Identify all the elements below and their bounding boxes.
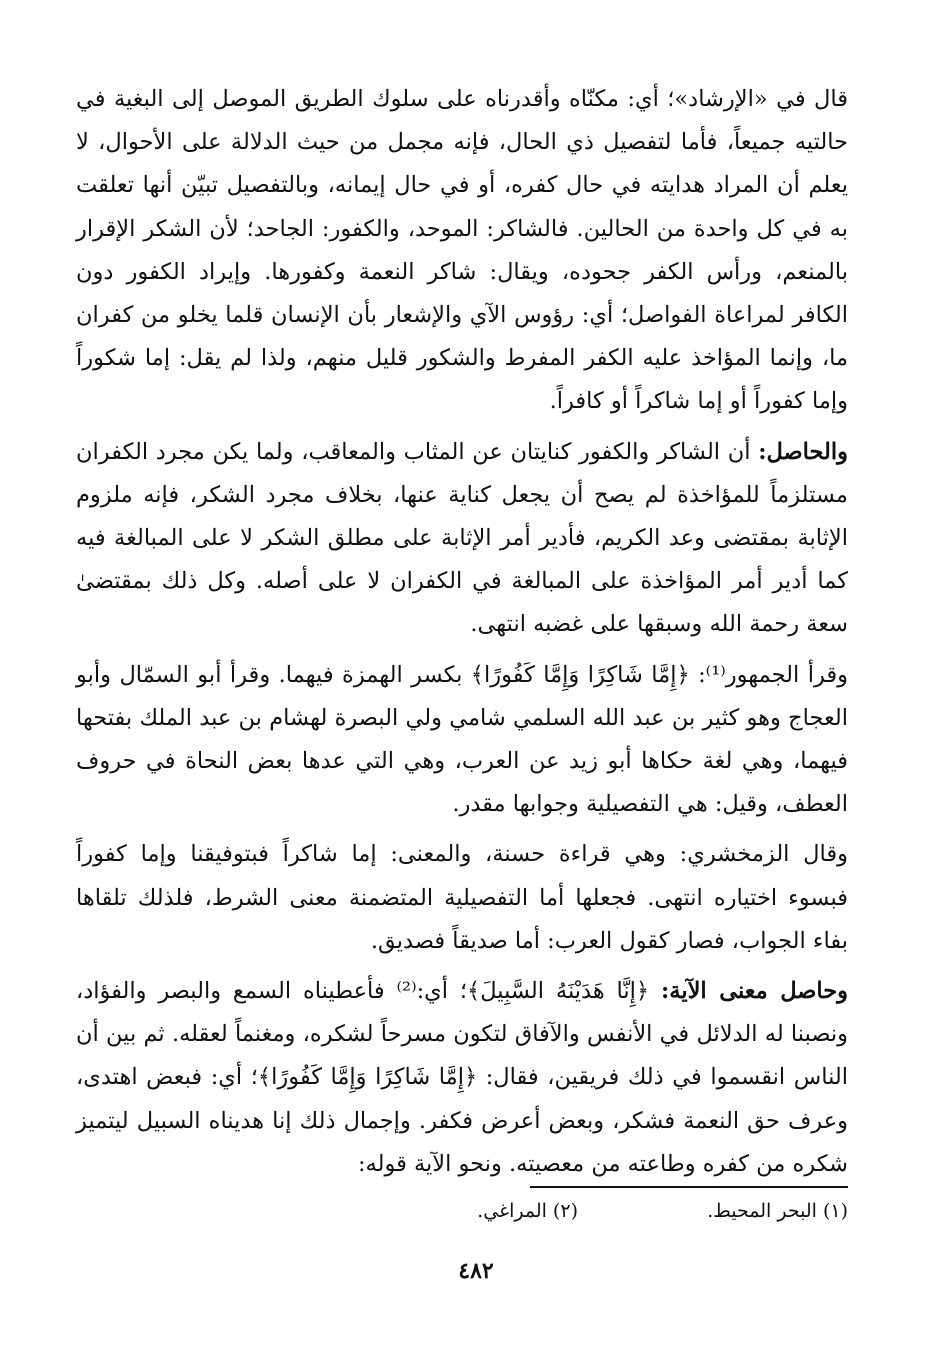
paragraph-3-text: وقرأ الجمهور⁽¹⁾: ﴿إِمَّا شَاكِرًا وَإِمَّا كَفُورًا﴾ بكسر الهمزة فيهما. وقرأ أبو السمّال وأبو العجاج وهو كثير بن عبد الله السلمي شامي ولي البصرة لهشام بن عبد الملك بفتحها فيهما، وهي لغة حكاها أبو زيد عن العرب، وهي التي عدها بعض النحاة في حروف العطف، وقيل: هي التفصيلية وجوابها مقدر. [76,661,849,818]
paragraph-2 [76,431,848,647]
page-number: ٤٨٢ [458,1258,494,1284]
paragraph-5 [76,970,848,1186]
footnote-2: (٢) المراغي. [477,1200,578,1222]
paragraph-4 [76,833,848,963]
footnote-1: (١) البحر المحيط. [707,1200,848,1222]
paragraph-1-text: قال في «الإرشاد»؛ أي: مكنّاه وأقدرناه على سلوك الطريق الموصل إلى البغية في حالتيه جميعاً، فأما لتفصيل ذي الحال، فإنه مجمل من حيث الدلالة على الأحوال، لا يعلم أن المراد هدايته في حال كفره، أو في حال إيمانه، وبالتفصيل تبيّن أنها تعلقت به في كل واحدة من الحالين. فالشاكر: الموحد، والكفور: الجاحد؛ لأن الشكر الإقرار بالمنعم، ورأس الكفر جحوده، ويقال: شاكر النعمة وكفورها. وإيراد الكفور دون الكافر لمراعاة الفواصل؛ أي: رؤوس الآي والإشعار بأن الإنسان قلما يخلو من كفران ما، وإنما المؤاخذ عليه الكفر المفرط والشكور قليل منهم، ولذا لم يقل: إما شكوراً وإما كفوراً أو إما شاكراً أو كافراً. [76,86,848,415]
footnotes [328,1200,848,1234]
paragraph-5-text: ﴿إِنَّا هَدَيْنَهُ السَّبِيلَ﴾؛ أي:⁽²⁾ فأعطيناه السمع والبصر والفؤاد، ونصبنا له الدلائل في الأنفس والآفاق لتكون مسرحاً لشكره، ومغنماً لعقله. ثم بين أن الناس انقسموا في ذلك فريقين، فقال: ﴿إِمَّا شَاكِرًا وَإِمَّا كَفُورًا﴾؛ أي: فبعض اهتدى، وعرف حق النعمة فشكر، وبعض أعرض فكفر. وإجمال ذلك إنا هديناه السبيل ليتميز شكره من كفره وطاعته من معصيته. ونحو الآية قوله: [76,978,848,1177]
paragraph-2-lead: والحاصل: [758,438,848,465]
paragraph-1 [76,78,848,424]
paragraph-3 [76,654,848,827]
paragraph-5-lead: وحاصل معنى الآية: [660,978,848,1005]
page-body [76,78,848,1193]
paragraph-4-text: وقال الزمخشري: وهي قراءة حسنة، والمعنى: إما شاكراً فبتوفيقنا وإما كفوراً فبسوء اختياره انتهى. فجعلها أما التفصيلية المتضمنة معنى الشرط، فلذلك تلقاها بفاء الجواب، فصار كقول العرب: أما صديقاً فصديق. [76,841,848,954]
paragraph-2-text: أن الشاكر والكفور كنايتان عن المثاب والمعاقب، ولما يكن مجرد الكفران مستلزماً للمؤاخذة لم يصح أن يجعل كناية عنها، بخلاف مجرد الشكر، فإنه ملزوم الإثابة بمقتضى وعد الكريم، فأدير أمر الإثابة على مطلق الشكر لا على المبالغة فيه كما أدير أمر المؤاخذة على المبالغة في الكفران لا على أصله. وكل ذلك بمقتضىٰ سعة رحمة الله وسبقها على غضبه انتهى. [76,438,848,638]
footnote-divider [530,1186,848,1188]
